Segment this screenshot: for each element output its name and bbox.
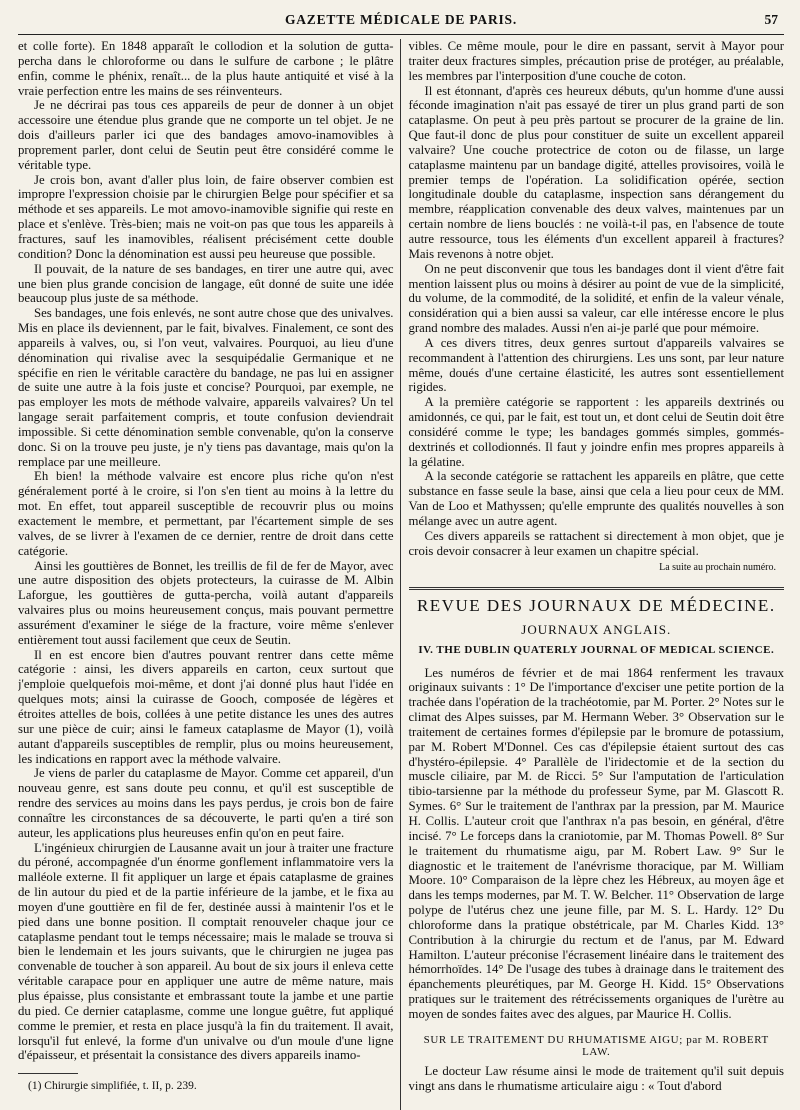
paragraph: Je viens de parler du cataplasme de Mayor. Comme cet appareil, d'un nouveau genre, est sans doute peu connu, et qu'il est susceptible de rendre des services au moins dans les pays perdus, je crois bon de faire connaître les circonstances de sa découverte, le parti qu'en a tiré son auteur, les applications plus heureuses enfin qu'on en peut faire. — [18, 766, 394, 840]
continued-note: La suite au prochain numéro. — [659, 561, 777, 573]
page-number: 57 — [764, 12, 778, 27]
paragraph: et colle forte). En 1848 apparaît le collodion et la solution de gutta-percha dans le chloroforme ou dans le sulfure de carbone ; le plâtre enfin, comme le phénix, renaît... de la plus haute antiquité et visé à la vraie perfection entre les mains de ses réinventeurs. — [18, 39, 394, 98]
paragraph: Il est étonnant, d'après ces heureux débuts, qu'un homme d'une aussi féconde imagination n'ait pas essayé de tirer un plus grand parti de son cataplasme. On peut à peu près partout se procurer de la graine de lin. Que faut-il donc de plus pour constituer de suite un excellent appareil valvaire? Une couche protectrice de coton ou de filasse, un large cataplasme maintenu par un bandage digité, attelles provisoires, voilà le premier temps de l'opération. La solidification opérée, section longitudinale double du cataplasme, inspection sans dérangement du membre, réapplication convenable des deux valves, maintenues par un certain nombre de liens bouclés : ne voilà-t-il pas, en l'absence de toute autre ressource, tous les éléments d'un excellent appareil à fractures? Mais revenons à notre objet. — [408, 83, 785, 261]
two-column-body — [18, 39, 784, 1110]
paragraph: On ne peut disconvenir que tous les bandages dont il vient d'être fait mention laissent plus ou moins à désirer au point de vue de la simplicité, du volume, de la commodité, de la solidité, et enfin de la valeur vénale, considération qui a bien aussi sa valeur, car elle intéresse encore le plus grand nombre des malades. Aussi n'en ai-je parlé que pour mémoire. — [408, 261, 785, 336]
paragraph: vibles. Ce même moule, pour le dire en passant, servit à Mayor pour traiter deux fractures simples, précaution prise de protéger, au préalable, les membres par l'interposition d'une couche de coton. — [408, 39, 785, 83]
right-column — [401, 39, 785, 1110]
section-divider — [409, 587, 785, 590]
paragraph: Il pouvait, de la nature de ses bandages, en tirer une autre qui, avec une bien plus grande concision de langage, eût donné de suite une idée beaucoup plus juste de sa méthode. — [18, 261, 394, 306]
journal-masthead: GAZETTE MÉDICALE DE PARIS. — [284, 12, 518, 27]
paragraph: L'ingénieux chirurgien de Lausanne avait un jour à traiter une fracture du péroné, accompagnée d'un énorme gonflement inflammatoire vers la malléole externe. Il fit appliquer un large et épais cataplasme de graines de lin autour du pied et de la partie inférieure de la jambe, et le fixa au moyen d'une gouttière en fil de fer, destinée aussi à maintenir l'os et le pied dans une bonne position. Il comptait renouveler chaque jour ce cataplasme pendant tout le temps nécessaire; mais le malade se trouva si bien le lendemain et les jours suivants, que le chirurgien ne jugea pas convenable de toucher à son appareil. Au bout de six jours il enleva cette véritable carapace pour en appliquer une autre de même nature, mais plus épaisse, plus consistante et embrassant toute la jambe et une partie du pied. Ce dernier cataplasme, comme une longue guêtre, fut appliqué comme le premier, et resta en place jusqu'à la fin du traitement. Il avait, lorsqu'il fut enlevé, la forme d'un univalve ou d'un moule d'une ligne d'épaisseur, et présentait la consistance des divers appareils inamo- — [18, 840, 394, 1063]
paragraph: A la seconde catégorie se rattachent les appareils en plâtre, que cette substance en fasse seule la base, ainsi que cela a lieu pour ceux de MM. Van de Loo et Mathyssen; qu'elle emprunte des qualités nouvelles à son mélange avec un autre agent. — [408, 469, 785, 528]
footnote-divider — [18, 1073, 78, 1074]
journal-title: IV. THE DUBLIN QUATERLY JOURNAL OF MEDICAL SCIENCE. — [418, 643, 775, 656]
paragraph: Eh bien! la méthode valvaire est encore plus riche qu'on n'est généralement porté à le croire, si l'on s'en tient au moins à la lettre du mot. En effet, tout appareil susceptible de recouvrir plus ou moins exactement le membre, et permettant, par l'écartement simple de ses valves, de se livrer à l'examen de ce dernier, rentre de droit dans cette catégorie. — [18, 469, 394, 558]
subsection-title: JOURNAUX ANGLAIS. — [521, 621, 672, 637]
paragraph: Ses bandages, une fois enlevés, ne sont autre chose que des univalves. Mis en place ils deviennent, par le fait, bivalves. Finalement, ce sont des appareils à valves, ou, si l'on veut, valvaires. Pourquoi, au lieu d'une dénomination qui rivalise avec la sesquipédalie Germanique et ne spécifie en rien le véritable caractère du bandage, ne pas lui en assigner de suite une autre à la fois juste et concise? Pourquoi, par exemple, ne pas employer les mots de méthode valvaire, appareils valvaires? Un tel langage serait parfaitement compris, et toute confusion deviendrait impossible. Si cette dénomination semble convenable, qu'on la conserve donc. Si on la trouve peu juste, je n'y tiens pas davantage, mais qu'on la remplace par une meilleure. — [18, 306, 394, 469]
page-header — [18, 12, 784, 35]
paragraph: A la première catégorie se rapportent : les appareils dextrinés ou amidonnés, ce qui, par le fait, est tout un, et dont celui de Seutin doit être considéré comme le type; les bandages gommés simples, gommés-dextrinés et collodionnés. Il faut y joindre enfin mes propres appareils à la gélatine. — [408, 395, 785, 469]
review-paragraph: Les numéros de février et de mai 1864 renferment les travaux originaux suivants : 1° De l'importance d'exciser une petite portion de la trachée dans l'opération de la trachéotomie, par M. Porter. 2° Notes sur le climat des Alpes suisses, par M. Hermann Weber. 3° Observation sur le traitement de certaines formes d'épilepsie par le bromure de potassium, par M. Robert M'Donnel. Ces cas d'épilepsie étaient surtout des cas d'hystéro-épilepsie. 4° Parallèle de l'iridectomie et de la section du muscle ciliaire, par M. de Ricci. 5° Sur l'amputation de l'articulation tibio-tarsienne par la méthode du professeur Syme, par M. Glascott R. Symes. 6° Sur le traitement de l'anthrax par la pression, par M. Maurice H. Collis. L'auteur croit que l'anthrax n'a pas besoin, en général, d'être incisé. 7° Le forceps dans la craniotomie, par M. Thomas Powell. 8° Sur le traitement du rhumatisme aigu, par M. Robert Law. 9° Sur le diagnostic et le traitement de l'anévrisme thoracique, par M. William Moore. 10° Comparaison de la lèpre chez les Hébreux, au moyen âge et dans les temps modernes, par M. T. W. Belcher. 11° Observation de large polype de l'utérus chez une jeune fille, par M. S. L. Hardy. 12° Du chloroforme dans la pratique obstétricale, par M. Charles Kidd. 13° Contribution à la chirurgie du rectum et de l'anus, par M. Edward Hamilton. L'auteur préconise l'écrasement linéaire dans le traitement des hémorrhoïdes. 14° De l'usage des tubes à drainage dans le traitement des épanchements pleurétiques, par M. George H. Kidd. 15° Observations pratiques sur le traitement des rétrécissements organiques de l'urètre au moyen de sondes faites avec des algues, par Maurice H. Collis. — [408, 665, 785, 1021]
paragraph: Je crois bon, avant d'aller plus loin, de faire observer combien est impropre l'expression choisie par le chirurgien Belge pour spécifier et sa méthode et ses appareils. Le mot amovo-inamovible signifie qui reste en place et s'enlève. Très-bien; mais ne voit-on pas que tous les appareils à fractures, sauf les inamovibles, réalisent précisément cette double condition? Donc la dénomination est aussi peu heureuse que possible. — [18, 172, 394, 261]
paragraph: Ainsi les gouttières de Bonnet, les treillis de fil de fer de Mayor, avec une autre disposition des objets protecteurs, la cuirasse de M. Albin Laforgue, les gouttières de gutta-percha, voilà autant d'appareils valvaires plus ou moins heureusement conçus, mais pouvant permettre assurément d'examiner le siége de la fracture, voire même s'enlever entièrement tout aussi facilement que ceux de Seutin. — [18, 558, 394, 647]
paragraph: Je ne décrirai pas tous ces appareils de peur de donner à un objet accessoire une étendue plus grande que ne comporte un tel objet. Je ne dois d'ailleurs parler ici que des bandages amovo-inamovibles à proprement parler, dont celui de Seutin peut être considéré comme le véritable type. — [18, 98, 394, 172]
footnote: (1) Chirurgie simplifiée, t. II, p. 239. — [28, 1080, 197, 1093]
paragraph: Il en est encore bien d'autres pouvant rentrer dans cette même catégorie : ainsi, les divers appareils en carton, ceux surtout que j'emploie quelquefois moi-même, et dont j'ai donné plus haut l'idée en quelques mots; ainsi la cuirasse de Gooch, composée de légères et étroites attelles de bois, collées à une petite distance les unes des autres sur une pièce de cuir; ainsi le fameux cataplasme de Mayor (1), voilà autant d'appareils susceptibles de remplir, plus ou moins heureusement, les indications en rapport avec la méthode valvaire. — [18, 647, 394, 766]
article-title: SUR LE TRAITEMENT DU RHUMATISME AIGU; par M. ROBERT LAW. — [423, 1033, 769, 1058]
left-column — [18, 39, 400, 1110]
paragraph: A ces divers titres, deux genres surtout d'appareils valvaires se recommandent à l'attention des chirurgiens. Les uns sont, par leur nature même, doués d'une certaine élasticité, les autres sont essentiellement rigides. — [408, 335, 785, 395]
article-start: Le docteur Law résume ainsi le mode de traitement qu'il suit depuis vingt ans dans le rhumatisme articulaire aigu : « Tout d'abord — [408, 1063, 785, 1093]
paragraph: Ces divers appareils se rattachent si directement à mon objet, que je crois devoir consacrer à leur examen un chapitre spécial. — [408, 528, 785, 558]
section-title: REVUE DES JOURNAUX DE MÉDECINE. — [416, 595, 776, 615]
